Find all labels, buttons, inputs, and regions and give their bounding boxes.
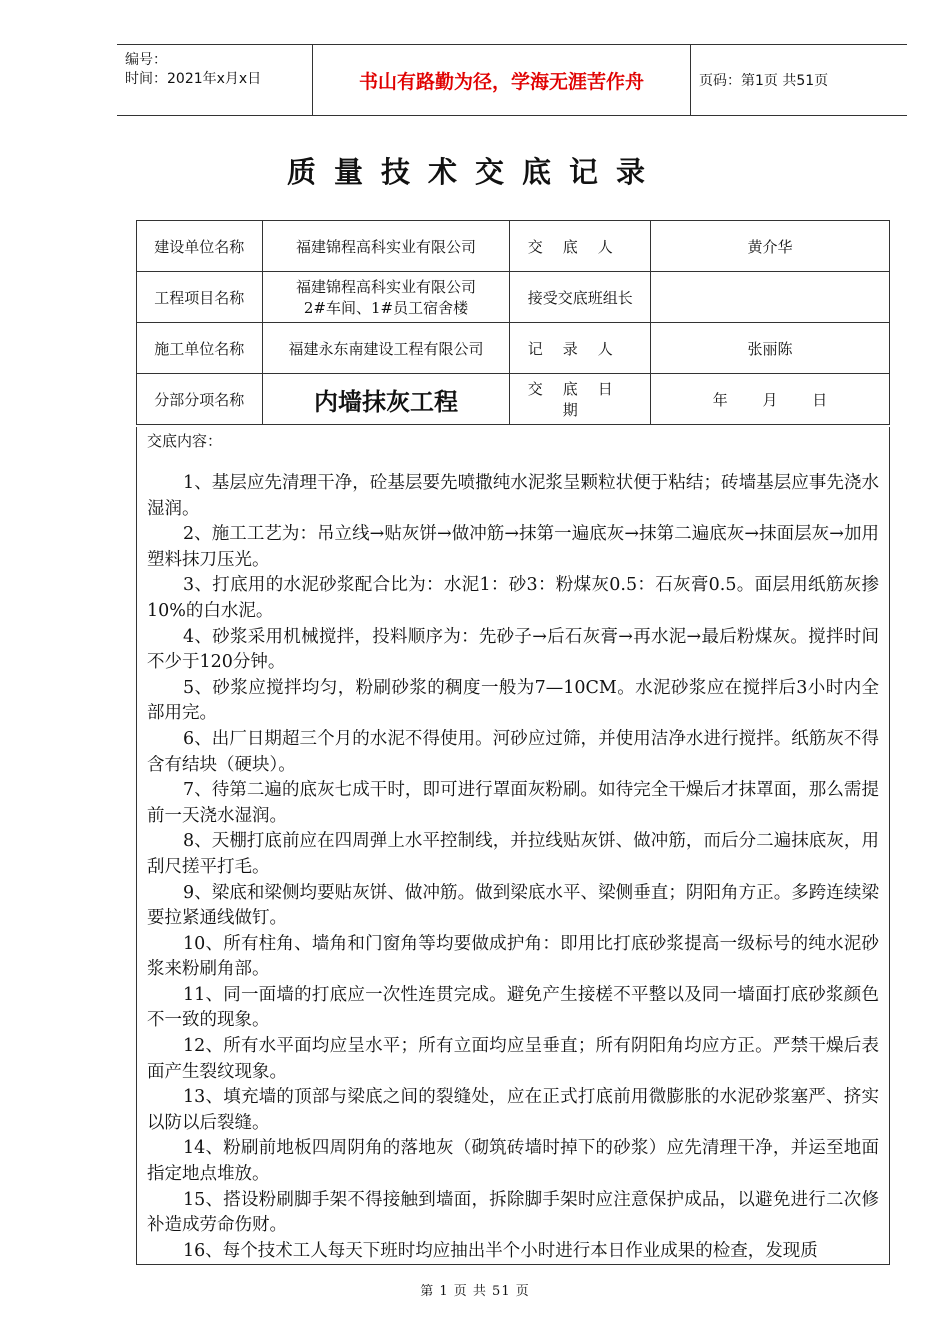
label-handover-date: 交底日期 xyxy=(510,374,651,425)
list-item: 4、砂浆采用机械搅拌，投料顺序为：先砂子→后石灰膏→再水泥→最后粉煤灰。搅拌时间不少于120分钟。 xyxy=(147,626,879,673)
list-item: 3、打底用的水泥砂浆配合比为：水泥1：砂3：粉煤灰0.5：石灰膏0.5。面层用纸筋灰掺10%的白水泥。 xyxy=(147,575,879,621)
page-title: 质量技术交底记录 xyxy=(286,155,663,189)
info-table xyxy=(136,220,890,425)
list-item: 16、每个技术工人每天下班时均应抽出半个小时进行本日作业成果的检查，发现质 xyxy=(183,1240,818,1261)
list-item: 12、所有水平面均应呈水平；所有立面均应呈垂直；所有阴阳角均应方正。严禁干燥后表面产生裂纹现象。 xyxy=(147,1036,879,1082)
value-team-leader xyxy=(651,272,890,323)
code-label: 编号： xyxy=(125,52,167,68)
table-row xyxy=(137,323,890,374)
list-item: 15、搭设粉刷脚手架不得接触到墙面，拆除脚手架时应注意保护成品，以避免进行二次修补造成劳命伤财。 xyxy=(147,1189,879,1236)
label-subproject-name: 分部分项名称 xyxy=(137,374,263,425)
table-row xyxy=(137,272,890,323)
value-subproject-name: 内墙抹灰工程 xyxy=(262,374,510,425)
value-project-name xyxy=(262,272,510,323)
label-team-leader: 接受交底班组长 xyxy=(510,272,651,323)
header-page-label: 页码：第1页 共51页 xyxy=(699,73,829,89)
value-recorder: 张丽陈 xyxy=(651,323,890,374)
page-footer: 第 1 页 共 51 页 xyxy=(420,1284,530,1299)
value-handover-date: 年 月 日 xyxy=(651,374,890,425)
value-handover-person: 黄介华 xyxy=(651,221,890,272)
list-item: 1、基层应先清理干净，砼基层要先喷撒纯水泥浆呈颗粒状便于粘结；砖墙基层应事先浇水湿润。 xyxy=(147,473,879,519)
handover-content xyxy=(136,427,890,1265)
label-builder-unit: 施工单位名称 xyxy=(137,323,263,374)
list-item: 7、待第二遍的底灰七成干时，即可进行罩面灰粉刷。如待完全干燥后才抹罩面，那么需提前一天浇水湿润。 xyxy=(147,780,879,826)
label-recorder: 记录人 xyxy=(510,323,651,374)
list-item: 8、天棚打底前应在四周弹上水平控制线，并拉线贴灰饼、做冲筋，而后分二遍抹底灰，用刮尺搓平打毛。 xyxy=(147,831,879,877)
list-item: 10、所有柱角、墙角和门窗角等均要做成护角：即用比打底砂浆提高一级标号的纯水泥砂浆来粉刷角部。 xyxy=(147,933,879,980)
content-label: 交底内容： xyxy=(147,432,223,450)
label-project-name: 工程项目名称 xyxy=(137,272,263,323)
header-meta xyxy=(125,51,261,89)
project-name-line2: 2#车间、1#员工宿舍楼 xyxy=(303,299,469,317)
table-row xyxy=(137,221,890,272)
list-item: 2、施工工艺为：吊立线→贴灰饼→做冲筋→抹第一遍底灰→抹第二遍底灰→抹面层灰→加用塑料抹刀压光。 xyxy=(147,524,879,570)
list-item: 14、粉刷前地板四周阴角的落地灰（砌筑砖墙时掉下的砂浆）应先清理干净，并运至地面指定地点堆放。 xyxy=(147,1138,879,1185)
project-name-line1: 福建锦程高科实业有限公司 xyxy=(295,278,476,296)
list-item: 13、填充墙的顶部与梁底之间的裂缝处，应在正式打底前用微膨胀的水泥砂浆塞严、挤实以防以后裂缝。 xyxy=(147,1087,879,1133)
value-construction-unit: 福建锦程高科实业有限公司 xyxy=(262,221,510,272)
list-item: 9、梁底和梁侧均要贴灰饼、做冲筋。做到梁底水平、梁侧垂直；阴阳角方正。多跨连续梁要拉紧通线做钉。 xyxy=(147,882,879,929)
table-row xyxy=(137,374,890,425)
label-handover-person: 交底人 xyxy=(510,221,651,272)
header-motto: 书山有路勤为径，学海无涯苦作舟 xyxy=(312,45,691,115)
time-label: 时间：2021年x月x日 xyxy=(125,71,262,87)
label-construction-unit: 建设单位名称 xyxy=(137,221,263,272)
list-item: 6、出厂日期超三个月的水泥不得使用。河砂应过筛，并使用洁净水进行搅拌。纸筋灰不得含有结块（硬块）。 xyxy=(147,728,879,775)
value-builder-unit: 福建永东南建设工程有限公司 xyxy=(262,323,510,374)
document-header xyxy=(117,44,907,116)
list-item: 5、砂浆应搅拌均匀，粉刷砂浆的稠度一般为7—10CM。水泥砂浆应在搅拌后3小时内全部用完。 xyxy=(147,677,879,724)
list-item: 11、同一面墙的打底应一次性连贯完成。避免产生接槎不平整以及同一墙面打底砂浆颜色不一致的现象。 xyxy=(147,984,879,1031)
